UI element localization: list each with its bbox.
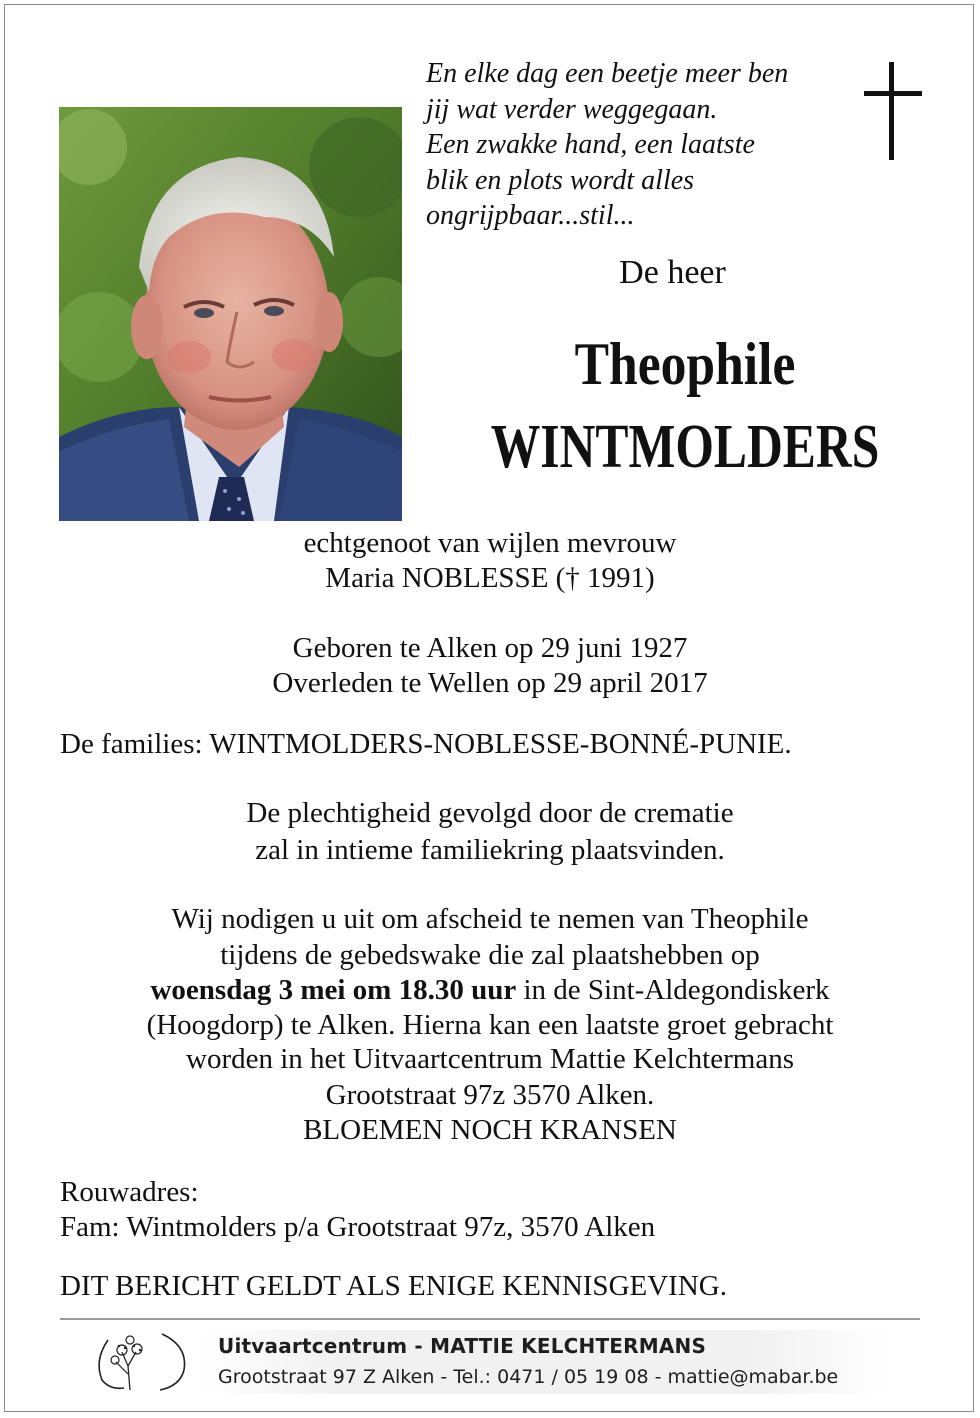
death-line: Overleden te Wellen op 29 april 2017 [272,667,708,699]
vigil-line: Wij nodigen u uit om afscheid te nemen van Theophile [171,903,809,935]
footer-contact: Grootstraat 97 Z Alken - Tel.: 0471 / 05 19 08 - mattie@mabar.be [218,1366,839,1388]
vigil-line: (Hoogdorp) te Alken. Hierna kan een laatste groet gebracht [146,1009,834,1041]
footer-divider [60,1318,920,1320]
footer-title: Uitvaartcentrum - MATTIE KELCHTERMANS [218,1334,707,1358]
vigil-line: Grootstraat 97z 3570 Alken. [325,1079,655,1111]
notice-line: DIT BERICHT GELDT ALS ENIGE KENNISGEVING. [60,1270,727,1302]
ceremony-line: zal in intieme familiekring plaatsvinden. [255,834,725,866]
poem-line: Een zwakke hand, een laatste [426,129,755,160]
portrait-photo [59,107,402,521]
spouse-line: echtgenoot van wijlen mevrouw [303,527,677,559]
flower-logo-icon [90,1326,190,1394]
spouse-name: Maria NOBLESSE († 1991) [325,562,655,594]
vigil-datetime: woensdag 3 mei om 18.30 uur [150,974,517,1006]
families-line: De families: WINTMOLDERS-NOBLESSE-BONNÉ-PUNIE. [60,728,792,760]
poem-line: En elke dag een beetje meer ben [426,58,789,89]
latin-cross-icon [864,62,922,160]
address-value: Fam: Wintmolders p/a Grootstraat 97z, 3570 Alken [60,1211,656,1243]
poem-line: ongrijpbaar...stil... [426,200,635,231]
vigil-location: in de Sint-Aldegondiskerk [516,974,830,1006]
last-name: WINTMOLDERS [490,413,880,481]
poem-line: blik en plots wordt alles [426,164,695,196]
vigil-line: tijdens de gebedswake die zal plaatshebben op [220,939,760,971]
ceremony-line: De plechtigheid gevolgd door de crematie [246,797,734,829]
honorific: De heer [619,254,726,291]
flowers-notice: BLOEMEN NOCH KRANSEN [303,1114,677,1146]
address-label: Rouwadres: [60,1176,199,1208]
vigil-line [0,974,980,1007]
poem [426,56,846,234]
poem-line: jij wat verder weggegaan. [426,93,718,125]
birth-line: Geboren te Alken op 29 juni 1927 [292,632,688,664]
first-name: Theophile [574,331,796,397]
vigil-line: worden in het Uitvaartcentrum Mattie Kelchtermans [186,1043,794,1075]
